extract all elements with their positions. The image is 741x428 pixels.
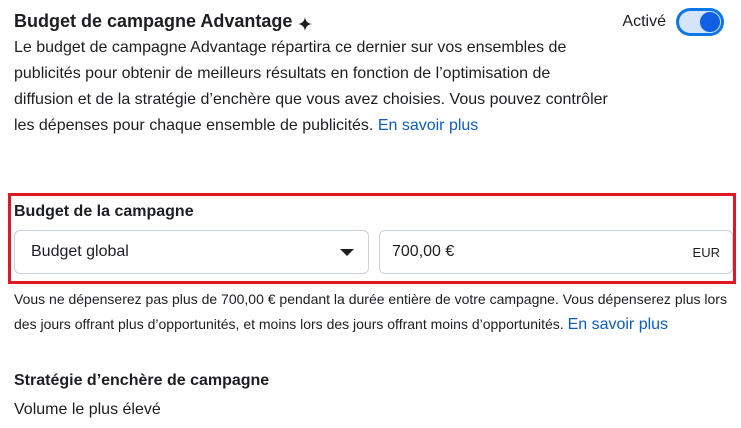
advantage-budget-title: Budget de campagne Advantage	[14, 11, 293, 31]
advantage-budget-section	[14, 8, 614, 139]
budget-type-value: Budget global	[31, 243, 129, 260]
budget-helper-text	[14, 287, 734, 337]
budget-amount-field[interactable]	[379, 230, 733, 274]
toggle-label: Activé	[622, 13, 666, 30]
toggle-knob	[699, 11, 721, 33]
campaign-budget-label: Budget de la campagne	[14, 203, 194, 220]
currency-label: EUR	[692, 244, 720, 260]
budget-type-dropdown[interactable]	[14, 230, 369, 274]
bid-strategy-label: Stratégie d’enchère de campagne	[14, 372, 270, 389]
budget-learn-more-link[interactable]: En savoir plus	[567, 316, 669, 333]
advantage-description-text: Le budget de campagne Advantage répartira ce dernier sur vos ensembles de publicités pour obtenir de meilleurs résultats en fonction de l’optimisation de diffusion et de la stratégie d’enchère que vous avez choisies. Vous pouvez contrôler les dépenses pour chaque ensemble de publicités.	[14, 39, 608, 134]
advantage-toggle-switch[interactable]	[676, 8, 724, 36]
budget-helper-body: Vous ne dépenserez pas plus de 700,00 € pendant la durée entière de votre campagne. Vous dépenserez plus lors des jours offrant plus d’opportunités, et moins lors des jours offrant moins d’opportunités.	[14, 291, 727, 332]
advantage-budget-description	[14, 35, 614, 139]
budget-amount-input[interactable]	[392, 243, 693, 261]
caret-down-icon	[340, 249, 354, 256]
learn-more-link[interactable]: En savoir plus	[377, 117, 479, 134]
advantage-toggle-group	[622, 8, 724, 36]
bid-strategy-value: Volume le plus élevé	[14, 401, 161, 418]
sparkle-icon	[297, 13, 313, 29]
advantage-budget-title-row	[14, 8, 614, 34]
